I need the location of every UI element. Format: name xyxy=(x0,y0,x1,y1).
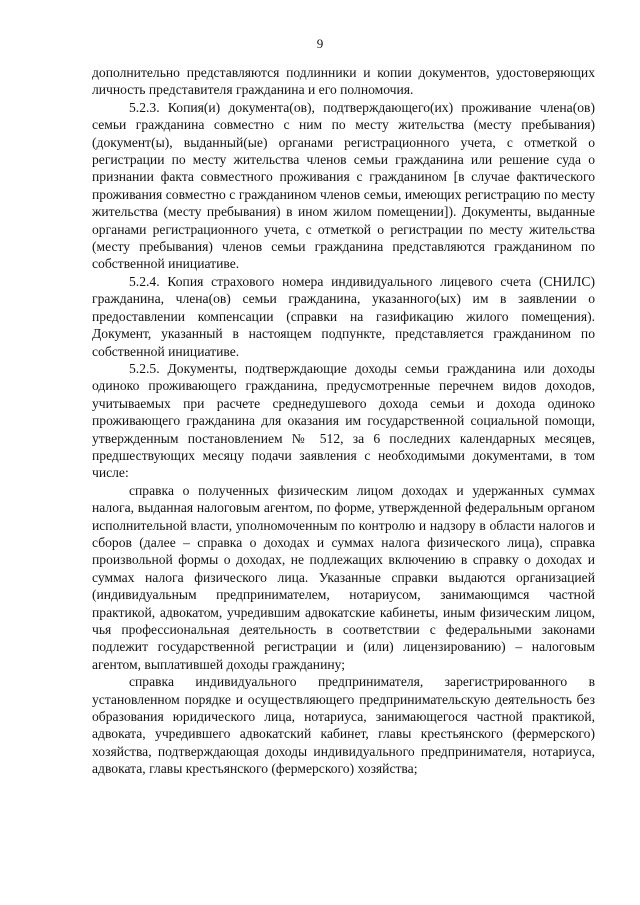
paragraph-item-tax-certificate: справка о полученных физическим лицом доходах и удержанных суммах налога, выданная налоговым агентом, по форме, утвержденной федеральным органом исполнительной власти, уполномоченным по контролю и надзору в области налогов и сборов (далее – справка о доходах и суммах налога физического лица), справка произвольной формы о доходах, не подлежащих включению в справку о доходах и суммах налога физического лица. Указанные справки выдаются организацией (индивидуальным предпринимателем, нотариусом, занимающимся частной практикой, адвокатом, учредившим адвокатские кабинеты, иным физическим лицом, чья профессиональная деятельность в соответствии с федеральными законами подлежит государственной регистрации и (или) лицензированию) – налоговым агентом, выплатившей доходы гражданину; xyxy=(92,482,595,672)
paragraph-continuation: дополнительно представляются подлинники и копии документов, удостоверяющих личность представителя гражданина и его полномочия. xyxy=(92,65,595,98)
paragraph-clause-5-2-4: 5.2.4. Копия страхового номера индивидуального лицевого счета (СНИЛС) гражданина, члена(ов) семьи гражданина, указанного(ых) им в заявлении о предоставлении компенсации (справки на газификацию жилого помещения). Документ, указанный в настоящем подпункте, представляется гражданином по собственной инициативе. xyxy=(92,273,595,359)
document-body xyxy=(92,64,595,778)
paragraph-clause-5-2-3: 5.2.3. Копия(и) документа(ов), подтверждающего(их) проживание члена(ов) семьи гражданина совместно с ним по месту жительства (месту пребывания) (документ(ы), выданный(ые) органами регистрационного учета, с отметкой о регистрации по месту жительства членов семьи гражданина или решение суда о признании факта совместного проживания с гражданином [в случае фактического проживания совместно с гражданином членов семьи, имеющих регистрацию по месту жительства (месту пребывания) в ином жилом помещении]). Документы, выданные органами регистрационного учета, с отметкой о регистрации по месту жительства (месту пребывания) членов семьи гражданина представляются гражданином по собственной инициативе. xyxy=(92,99,595,272)
paragraph-item-entrepreneur-certificate: справка индивидуального предпринимателя, зарегистрированного в установленном порядке и осуществляющего предпринимательскую деятельность без образования юридического лица, нотариуса, занимающегося частной практикой, адвоката, учредившего адвокатский кабинет, главы крестьянского (фермерского) хозяйства, подтверждающая доходы индивидуального предпринимателя, нотариуса, адвоката, главы крестьянского (фермерского) хозяйства; xyxy=(92,674,595,777)
page-number: 9 xyxy=(316,36,324,51)
paragraph-clause-5-2-5: 5.2.5. Документы, подтверждающие доходы семьи гражданина или доходы одиноко проживающего гражданина, предусмотренные перечнем видов доходов, учитываемых при расчете среднедушевого дохода семьи и дохода одиноко проживающего гражданина для оказания им государственной социальной помощи, утвержденным постановлением № 512, за 6 последних календарных месяцев, предшествующих месяцу подачи заявления с необходимыми документами, в том числе: xyxy=(92,360,595,481)
